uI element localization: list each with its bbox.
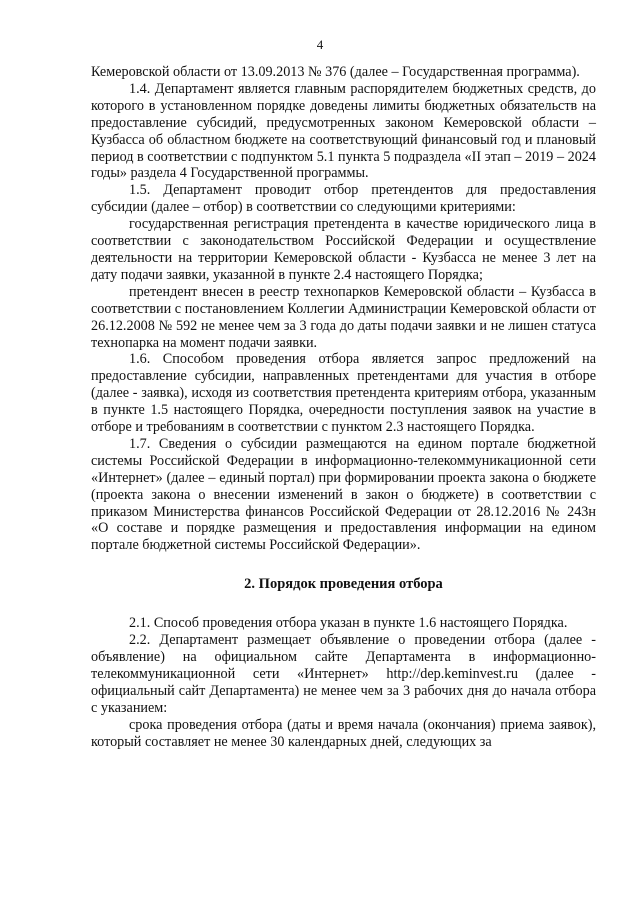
paragraph-1-7: 1.7. Сведения о субсидии размещаются на едином портале бюджетной системы Российской Федерации в информационно-телекоммуникационной сети «Интернет» (далее – единый портал) при формировании проекта закона о бюджете (проекта закона о внесении изменений в закон о бюджете) в соответствии с приказом Министерства финансов Российской Федерации от 28.12.2016 № 243н «О составе и порядке размещения и предоставления информации на едином портале бюджетной системы Российской Федерации». — [91, 435, 596, 554]
section-heading: 2. Порядок проведения отбора — [244, 576, 443, 593]
paragraph-2-2: 2.2. Департамент размещает объявление о проведении отбора (далее - объявление) на официальном сайте Департамента в информационно-телекоммуникационной сети «Интернет» http://dep.keminvest.ru (далее - официальный сайт Департамента) не менее чем за 3 рабочих дня до начала отбора с указанием: — [91, 632, 596, 716]
paragraph-1-5: 1.5. Департамент проводит отбор претендентов для предоставления субсидии (далее – отбор) в соответствии со следующими критериями: — [91, 182, 596, 216]
page-number: 4 — [316, 37, 324, 52]
paragraph-1-5-criterion-1: государственная регистрация претендента в качестве юридического лица в соответствии с законодательством Российской Федерации и осуществление деятельности на территории Кемеровской области - Кузбасса не менее 3 лет на дату подачи заявки, указанной в пункте 2.4 настоящего Порядка; — [91, 216, 596, 283]
paragraph-1-5-criterion-2: претендент внесен в реестр технопарков Кемеровской области – Кузбасса в соответствии с постановлением Коллегии Администрации Кемеровской области от 26.12.2008 № 592 не менее чем за 3 года до даты подачи заявки и не лишен статуса технопарка на момент подачи заявки. — [91, 283, 596, 351]
paragraph-2-2-item-1: срока проведения отбора (даты и время начала (окончания) приема заявок), который составляет не менее 30 календарных дней, следующих за — [91, 716, 596, 750]
paragraph-1-4: 1.4. Департамент является главным распорядителем бюджетных средств, до которого в установленном порядке доведены лимиты бюджетных обязательств на предоставление субсидий, предусмотренных законом Кемеровской области – Кузбасса об областном бюджете на соответствующий финансовый год и плановый период в соответствии с подпунктом 5.1 пункта 5 подраздела «II этап – 2019 – 2024 годы» раздела 4 Государственной программы. — [91, 80, 596, 182]
paragraph-continuation: Кемеровской области от 13.09.2013 № 376 (далее – Государственная программа). — [91, 64, 580, 80]
paragraph-1-6: 1.6. Способом проведения отбора является запрос предложений на предоставление субсидии, направленных претендентами для участия в отборе (далее - заявка), исходя из соответствия претендента критериям отбора, указанным в пункте 1.5 настоящего Порядка, очередности поступления заявок на участие в отборе и требованиям в соответствии с пунктом 2.3 настоящего Порядка. — [91, 351, 596, 436]
document-body — [91, 64, 596, 751]
paragraph-2-1: 2.1. Способ проведения отбора указан в пункте 1.6 настоящего Порядка. — [129, 615, 568, 632]
